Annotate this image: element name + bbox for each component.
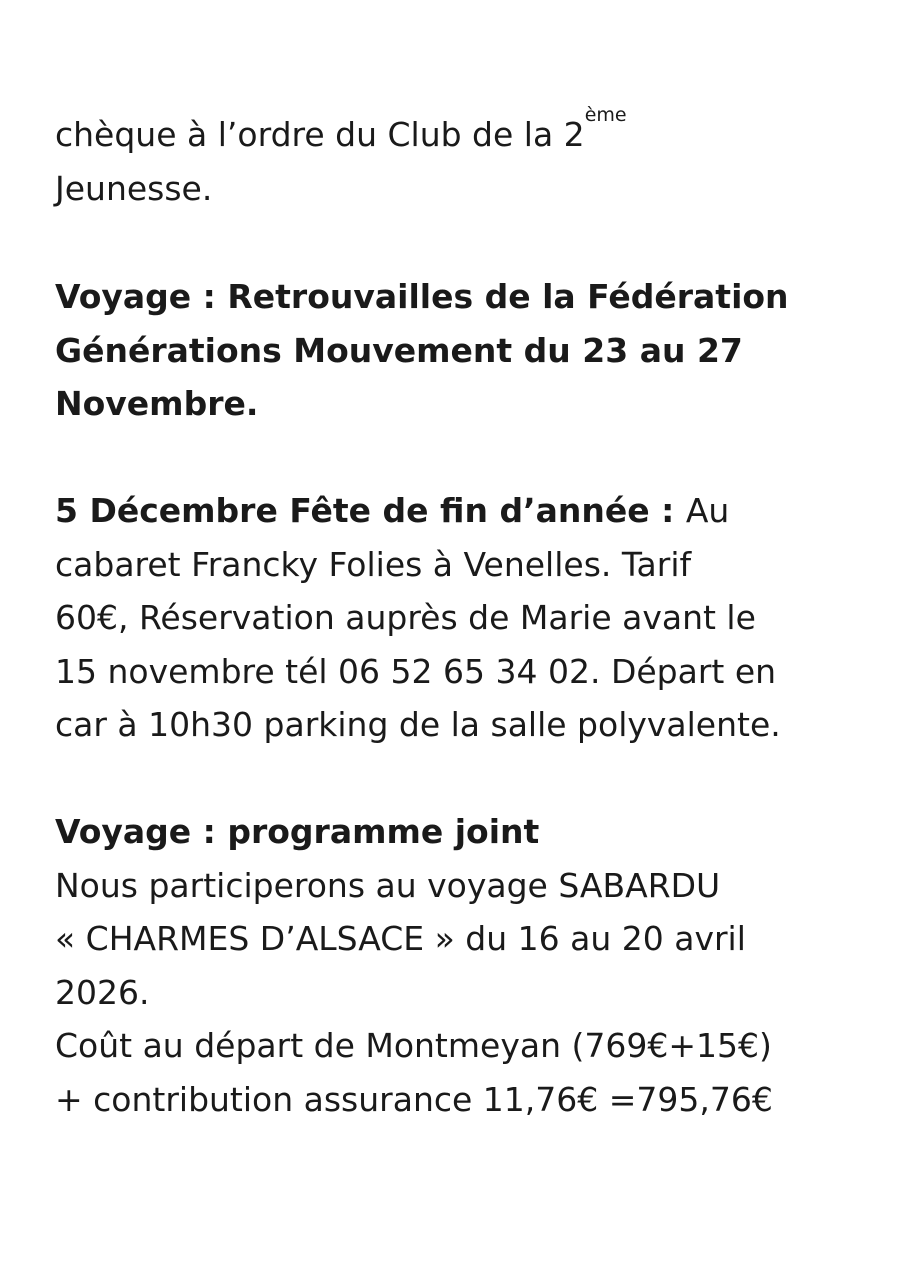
fete-line-5: car à 10h30 parking de la salle polyvalente. <box>55 705 781 744</box>
fete-line-4: 15 novembre tél 06 52 65 34 02. Départ en <box>55 651 777 691</box>
fete-line-1 <box>55 484 855 538</box>
cheque-line-2: Jeunesse. <box>55 168 213 208</box>
retrouvailles-paragraph <box>55 270 855 431</box>
sabardu-line-2: « CHARMES D’ALSACE » du 16 au 20 avril <box>55 919 746 958</box>
ordinal-suffix: ème <box>584 104 627 126</box>
cheque-paragraph <box>55 104 855 215</box>
sabardu-line-3: 2026. <box>55 972 150 1012</box>
sabardu-heading: Voyage : programme joint <box>55 812 540 851</box>
fete-separator: : <box>649 491 686 530</box>
retrouvailles-line-2: Générations Mouvement du 23 au 27 <box>55 330 743 370</box>
fete-line-3: 60€, Réservation auprès de Marie avant le <box>55 598 756 637</box>
fete-line-1-rest: Au <box>685 491 730 530</box>
fete-paragraph <box>55 484 855 752</box>
cheque-text: chèque à l’ordre du Club de la 2 <box>55 115 585 154</box>
sabardu-paragraph <box>55 805 855 1126</box>
sabardu-line-1: Nous participerons au voyage SABARDU <box>55 865 721 905</box>
fete-line-2: cabaret Francky Folies à Venelles. Tarif <box>55 544 692 584</box>
sabardu-line-5: + contribution assurance 11,76€ =795,76€ <box>55 1079 773 1119</box>
retrouvailles-line-1: Voyage : Retrouvailles de la Fédération <box>55 277 789 316</box>
cheque-line-1 <box>55 104 855 162</box>
fete-heading: 5 Décembre Fête de fin d’année <box>55 491 650 530</box>
sabardu-line-4: Coût au départ de Montmeyan (769€+15€) <box>55 1026 772 1065</box>
retrouvailles-line-3: Novembre. <box>55 384 259 423</box>
